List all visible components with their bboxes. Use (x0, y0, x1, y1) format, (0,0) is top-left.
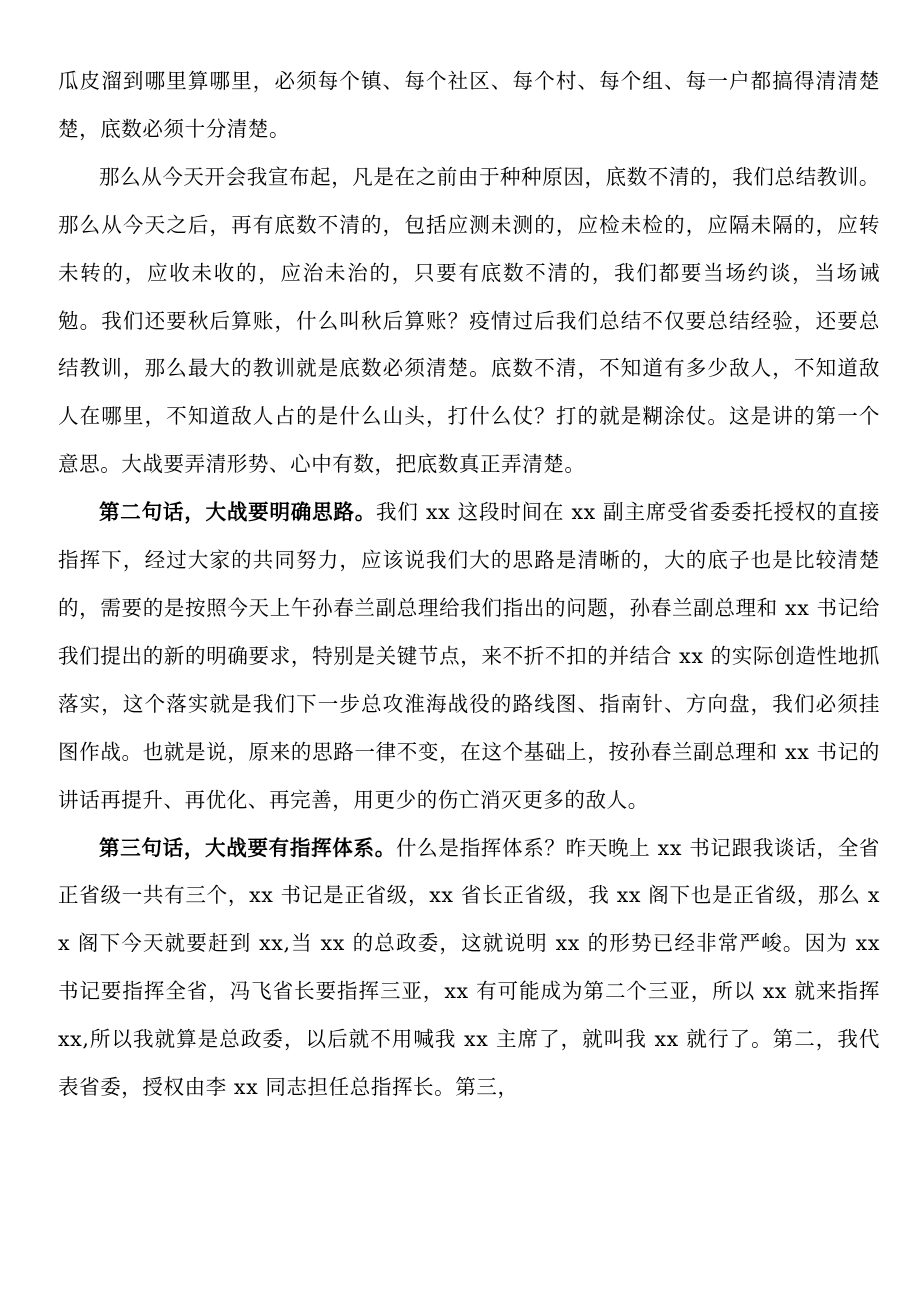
paragraph-third-point (58, 825, 880, 1112)
paragraph-lead-heading: 第二句话，大战要明确思路。 (99, 500, 377, 525)
paragraph-continuation (58, 58, 880, 154)
paragraph-second-point (58, 489, 880, 824)
paragraph-bottom-line (58, 154, 880, 489)
document-page (58, 58, 880, 1112)
paragraph-text: 瓜皮溜到哪里算哪里，必须每个镇、每个社区、每个村、每个组、每一户都搞得清清楚楚，底数必须十分清楚。 (58, 69, 880, 141)
paragraph-text: 那么从今天开会我宣布起，凡是在之前由于种种原因，底数不清的，我们总结教训。那么从今天之后，再有底数不清的，包括应测未测的，应检未检的，应隔未隔的，应转未转的，应收未收的，应治未治的，只要有底数不清的，我们都要当场约谈，当场诫勉。我们还要秋后算账，什么叫秋后算账？疫情过后我们总结不仅要总结经验，还要总结教训，那么最大的教训就是底数必须清楚。底数不清，不知道有多少敌人，不知道敌人在哪里，不知道敌人占的是什么山头，打什么仗？打的就是糊涂仗。这是讲的第一个意思。大战要弄清形势、心中有数，把底数真正弄清楚。 (58, 164, 880, 477)
paragraph-lead-heading: 第三句话，大战要有指挥体系。 (99, 835, 396, 860)
paragraph-text: 我们 xx 这段时间在 xx 副主席受省委委托授权的直接指挥下，经过大家的共同努力，应该说我们大的思路是清晰的，大的底子也是比较清楚的，需要的是按照今天上午孙春兰副总理给我们指出的问题，孙春兰副总理和 xx 书记给我们提出的新的明确要求，特别是关键节点，来不折不扣的并结合 xx 的实际创造性地抓落实，这个落实就是我们下一步总攻淮海战役的路线图、指南针、方向盘，我们必须挂图作战。也就是说，原来的思路一律不变，在这个基础上，按孙春兰副总理和 xx 书记的讲话再提升、再优化、再完善，用更少的伤亡消灭更多的敌人。 (58, 500, 880, 812)
paragraph-text: 什么是指挥体系？昨天晚上 xx 书记跟我谈话，全省正省级一共有三个，xx 书记是正省级，xx 省长正省级，我 xx 阁下也是正省级，那么 xx 阁下今天就要赶到 xx,当 xx 的总政委，这就说明 xx 的形势已经非常严峻。因为 xx 书记要指挥全省，冯飞省长要指挥三亚，xx 有可能成为第二个三亚，所以 xx 就来指挥 xx,所以我就算是总政委，以后就不用喊我 xx 主席了，就叫我 xx 就行了。第二，我代表省委，授权由李 xx 同志担任总指挥长。第三， (58, 835, 880, 1100)
